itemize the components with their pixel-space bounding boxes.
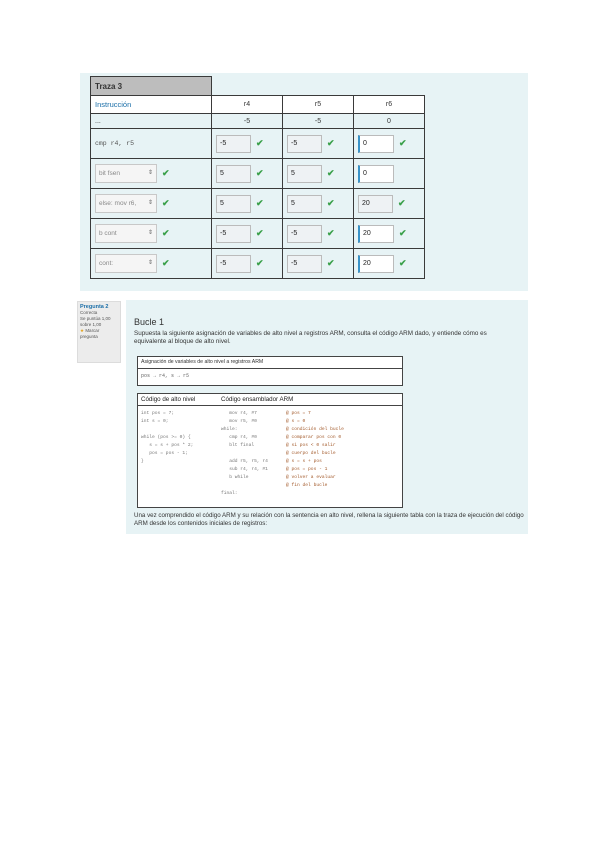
asm-comment-line: @ pos = pos - 1: [286, 467, 328, 472]
instruction-select-value: else: mov r6,: [99, 200, 137, 207]
initial-r6: 0: [354, 114, 425, 129]
instruction-select-value: bit fsen: [99, 170, 120, 177]
instruction-select[interactable]: [95, 254, 157, 273]
r4-input[interactable]: 5: [216, 165, 251, 183]
code-table: [137, 393, 403, 508]
asm-comment-line: @ pos = 7: [286, 411, 311, 416]
asm-comment-line: @ fin del bucle: [286, 483, 328, 488]
check-icon: ✔: [399, 228, 407, 238]
check-icon: ✔: [162, 168, 170, 178]
flag-icon: ★: [80, 328, 85, 333]
check-icon: ✔: [327, 258, 335, 268]
r4-input[interactable]: -5: [216, 225, 251, 243]
r5-input[interactable]: -5: [287, 225, 322, 243]
trace-title: Traza 3: [91, 77, 212, 96]
check-icon: ✔: [256, 228, 264, 238]
question-info: [77, 301, 121, 363]
check-icon: ✔: [256, 168, 264, 178]
check-icon: ✔: [398, 198, 406, 208]
high-level-line: pos = pos - 1;: [141, 451, 188, 456]
trace-row: [91, 249, 425, 279]
assignment-code: pos → r4, s → r5: [141, 373, 190, 379]
check-icon: ✔: [162, 198, 170, 208]
header-instruction: Instrucción: [91, 96, 212, 114]
check-icon: ✔: [256, 258, 264, 268]
asm-line: blt final: [221, 443, 255, 448]
trace-header-row: [91, 96, 425, 114]
trace-row: [91, 219, 425, 249]
instruction-text: cmp r4, r5: [95, 140, 135, 147]
check-icon: ✔: [327, 198, 335, 208]
question-intro: Supuesta la siguiente asignación de variables de alto nivel a registros ARM, consulta el código ARM dado, y entiende cómo es equivalente al bloque de alto nivel.: [134, 330, 487, 345]
assignment-header: Asignación de variables de alto nivel a registros ARM: [138, 357, 402, 369]
select-arrow-icon: ⇕: [147, 230, 153, 236]
high-level-line: }: [141, 459, 144, 464]
instruction-select[interactable]: [95, 194, 157, 213]
question-title: Bucle 1: [134, 317, 165, 327]
r6-input[interactable]: 0: [358, 165, 394, 183]
flag-question-label: Marcar pregunta: [80, 328, 100, 339]
instruction-select-value: cont:: [99, 260, 114, 267]
check-icon: ✔: [162, 228, 170, 238]
asm-line: sub r4, r4, #1: [221, 467, 268, 472]
r4-input[interactable]: -5: [216, 135, 251, 153]
initial-r4: -5: [212, 114, 283, 129]
initial-r5: -5: [283, 114, 354, 129]
asm-line: while:: [221, 427, 238, 432]
question-status: Correcta: [80, 310, 98, 315]
asm-line: b while: [221, 475, 249, 480]
r4-input[interactable]: 5: [216, 195, 251, 213]
asm-comment-line: @ s = 0: [286, 419, 306, 424]
check-icon: ✔: [327, 138, 335, 148]
trace-row: [91, 189, 425, 219]
trace-initial-row: [91, 114, 425, 129]
trace-panel: [80, 73, 528, 291]
trace-table: [90, 76, 425, 279]
assignment-table: [137, 356, 403, 386]
question-score: Se puntúa 1,00 sobre 1,00: [80, 316, 111, 327]
trace-row: [91, 159, 425, 189]
r6-input[interactable]: 20: [358, 255, 394, 273]
instruction-select-value: b cont: [99, 230, 117, 237]
question-body: [126, 300, 528, 534]
asm-line: mov r5, #0: [221, 419, 257, 424]
r6-input[interactable]: 20: [358, 225, 394, 243]
question-footer: Una vez comprendido el código ARM y su relación con la sentencia en alto nivel, rellena la siguiente tabla con la traza de ejecución del código ARM desde los contenidos iniciales de registros:: [134, 512, 524, 527]
asm-comment-line: @ condición del bucle: [286, 427, 344, 432]
header-r4: r4: [212, 96, 283, 114]
high-level-line: s = s + pos * 2;: [141, 443, 194, 448]
check-icon: ✔: [162, 258, 170, 268]
high-level-line: while (pos >= 0) {: [141, 435, 191, 440]
r6-input[interactable]: 20: [358, 195, 393, 213]
trace-row: [91, 129, 425, 159]
asm-comment-line: @ si pos < 0 salir: [286, 443, 336, 448]
code-table-header: [138, 394, 402, 406]
check-icon: ✔: [256, 198, 264, 208]
asm-header: Código ensamblador ARM: [221, 396, 294, 403]
r5-input[interactable]: 5: [287, 165, 322, 183]
header-r6: r6: [354, 96, 425, 114]
asm-line: final:: [221, 491, 238, 496]
asm-comment-line: @ cuerpo del bucle: [286, 451, 336, 456]
select-arrow-icon: ⇕: [147, 200, 153, 206]
check-icon: ✔: [256, 138, 264, 148]
flag-question-link[interactable]: [80, 328, 118, 340]
asm-comment-line: @ volver a evaluar: [286, 475, 336, 480]
r6-input[interactable]: 0: [358, 135, 394, 153]
high-level-line: int pos = 7;: [141, 411, 175, 416]
r4-input[interactable]: -5: [216, 255, 251, 273]
check-icon: ✔: [327, 228, 335, 238]
asm-comment-line: @ comparar pos con 0: [286, 435, 342, 440]
asm-line: add r5, r5, r4: [221, 459, 268, 464]
instruction-select[interactable]: [95, 164, 157, 183]
select-arrow-icon: ⇕: [147, 170, 153, 176]
high-level-header: Código de alto nivel: [141, 396, 196, 403]
check-icon: ✔: [399, 138, 407, 148]
r5-input[interactable]: -5: [287, 135, 322, 153]
header-r5: r5: [283, 96, 354, 114]
initial-instruction: ...: [91, 114, 212, 129]
check-icon: ✔: [399, 258, 407, 268]
question-number: Pregunta 2: [80, 304, 109, 310]
r5-input[interactable]: 5: [287, 195, 322, 213]
instruction-select[interactable]: [95, 224, 157, 243]
high-level-line: int s = 0;: [141, 419, 169, 424]
select-arrow-icon: ⇕: [147, 260, 153, 266]
asm-line: cmp r4, #0: [221, 435, 257, 440]
r5-input[interactable]: -5: [287, 255, 322, 273]
asm-line: mov r4, #7: [221, 411, 257, 416]
check-icon: ✔: [327, 168, 335, 178]
asm-comment-line: @ s = s + pos: [286, 459, 322, 464]
